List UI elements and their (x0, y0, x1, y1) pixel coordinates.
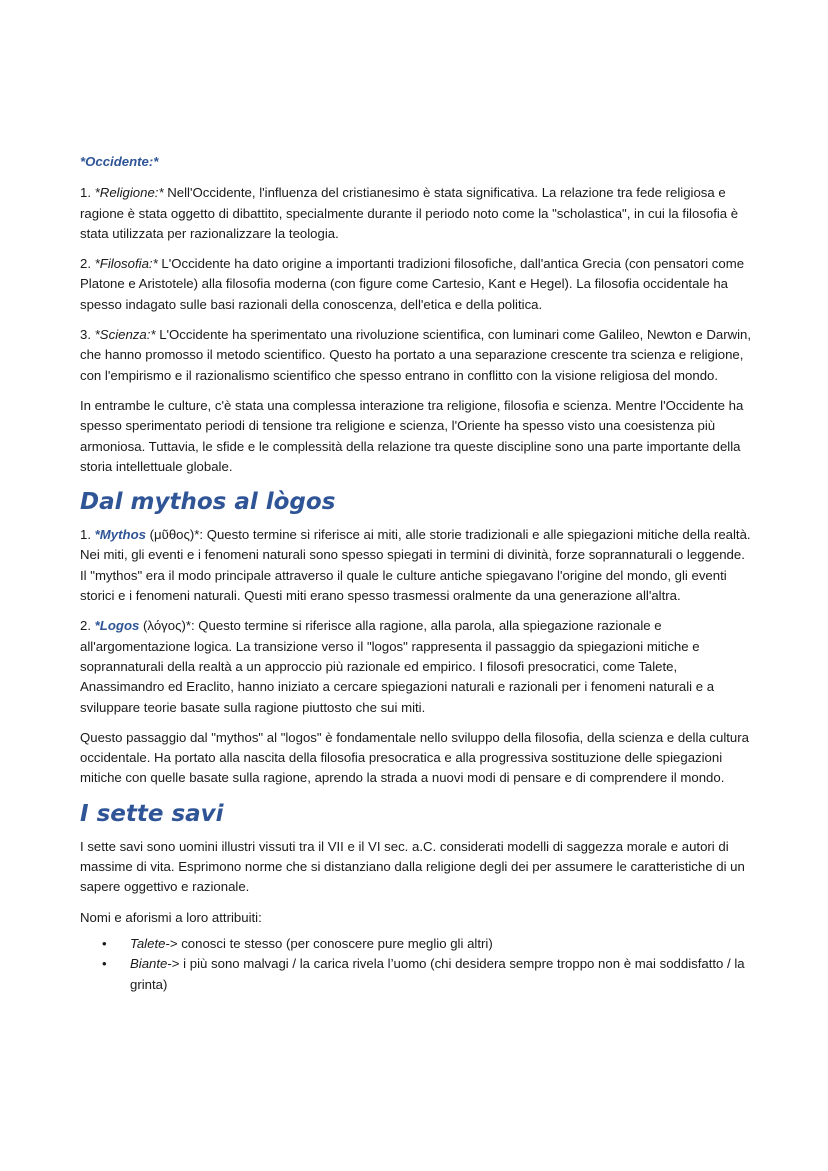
item-number: 3. (80, 327, 95, 343)
savi-list (80, 934, 752, 995)
item-term: *Filosofia:* (94, 256, 158, 272)
item-greek: (μῦθος)* (145, 527, 200, 543)
savi-list-intro: Nomi e aforismi a loro attribuiti: (80, 909, 262, 925)
item-term: *Mythos (94, 527, 146, 543)
occidente-closing: In entrambe le culture, c'è stata una complessa interazione tra religione, filosofia e scienza. Mentre l'Occidente ha spesso sperimentato periodi di tensione tra religione e scienza, l'Oriente ha spesso visto una coesistenza più armoniosa. Tuttavia, le sfide e le complessità della relazione tra queste discipline sono una parte importante della storia intellettuale globale. (80, 397, 744, 474)
occidente-item-religione (80, 183, 752, 244)
item-term: *Religione:* (94, 185, 164, 201)
savio-name: Biante (130, 956, 168, 972)
occidente-heading: *Occidente:* (80, 154, 159, 169)
item-text: L'Occidente ha sperimentato una rivoluzione scientifica, con luminari come Galileo, Newton e Darwin, che hanno promosso il metodo scientifico. Questo ha portato a una separazione crescente tra scienza e religione, con l'empirismo e il razionalismo scientifico che spesso entrano in conflitto con la visione religiosa del mondo. (80, 327, 752, 383)
item-number: 2. (80, 256, 95, 272)
mythos-item (80, 525, 752, 606)
occidente-item-filosofia (80, 254, 752, 315)
occidente-item-scienza (80, 325, 752, 386)
savio-aphorism: -> i più sono malvagi / la carica rivela l’uomo (chi desidera sempre troppo non è mai soddisfatto / la grinta) (130, 956, 745, 992)
mythos-closing: Questo passaggio dal "mythos" al "logos" è fondamentale nello sviluppo della filosofia, della scienza e della cultura occidentale. Ha portato alla nascita della filosofia presocratica e alla progressiva sostituzione delle spiegazioni mitiche con quelle basate sulla ragione, aprendo la strada a nuovi modi di pensare e di comprendere il mondo. (80, 729, 749, 786)
bullet-icon: • (102, 935, 107, 951)
logos-item (80, 616, 752, 717)
list-item (80, 954, 752, 995)
document-page (80, 152, 752, 995)
savi-intro: I sette savi sono uomini illustri vissuti tra il VII e il VI sec. a.C. considerati modelli di saggezza morale e autori di massime di vita. Esprimono norme che si distanziano dalla religione degli dei per assumere le caratteristiche di un sapere oggettivo e razionale. (80, 838, 745, 895)
item-text: Nell'Occidente, l'influenza del cristianesimo è stata significativa. La relazione tra fede religiosa e ragione è stata oggetto di dibattito, specialmente durante il periodo noto come la "scholastica", in cui la filosofia è stata utilizzata per razionalizzare la teologia. (80, 185, 739, 241)
list-item (80, 934, 752, 954)
item-text: L'Occidente ha dato origine a importanti tradizioni filosofiche, dall'antica Grecia (con pensatori come Platone e Aristotele) alla filosofia moderna (con figure come Cartesio, Kant e Hegel). La filosofia occidentale ha spesso indagato sulle basi razionali della conoscenza, dell'etica e della politica. (80, 256, 745, 312)
item-text: : Questo termine si riferisce ai miti, alle storie tradizionali e alle spiegazioni mitiche della realtà. Nei miti, gli eventi e i fenomeni naturali sono spesso spiegati in termini di divinità, forze soprannaturali o leggende. Il "mythos" era il modo principale attraverso il quale le culture antiche spiegavano l'origine del mondo, gli eventi storici e i fenomeni naturali. Questi miti erano spesso trasmessi oralmente da una generazione all'altra. (80, 527, 751, 604)
heading-sette-savi: I sette savi (80, 800, 224, 827)
savio-name: Talete (130, 935, 166, 951)
item-number: 1. (80, 185, 95, 201)
item-number: 1. (80, 527, 95, 543)
item-term: *Logos (94, 618, 140, 634)
savio-aphorism: -> conosci te stesso (per conoscere pure meglio gli altri) (165, 935, 493, 951)
item-number: 2. (80, 618, 95, 634)
item-term: *Scienza:* (94, 327, 156, 343)
item-greek: (λόγος)* (139, 618, 191, 634)
item-text: : Questo termine si riferisce alla ragione, alla parola, alla spiegazione razionale e all'argomentazione logica. La transizione verso il "logos" rappresenta il passaggio da spiegazioni mitiche e soprannaturali della realtà a un approccio più razionale ed empirico. I filosofi presocratici, come Talete, Anassimandro ed Eraclito, hanno iniziato a cercare spiegazioni naturali e razionali per i fenomeni naturali e a sviluppare teorie basate sulla ragione piuttosto che sui miti. (80, 618, 715, 715)
bullet-icon: • (102, 956, 107, 972)
heading-mythos-logos: Dal mythos al lògos (80, 489, 336, 516)
